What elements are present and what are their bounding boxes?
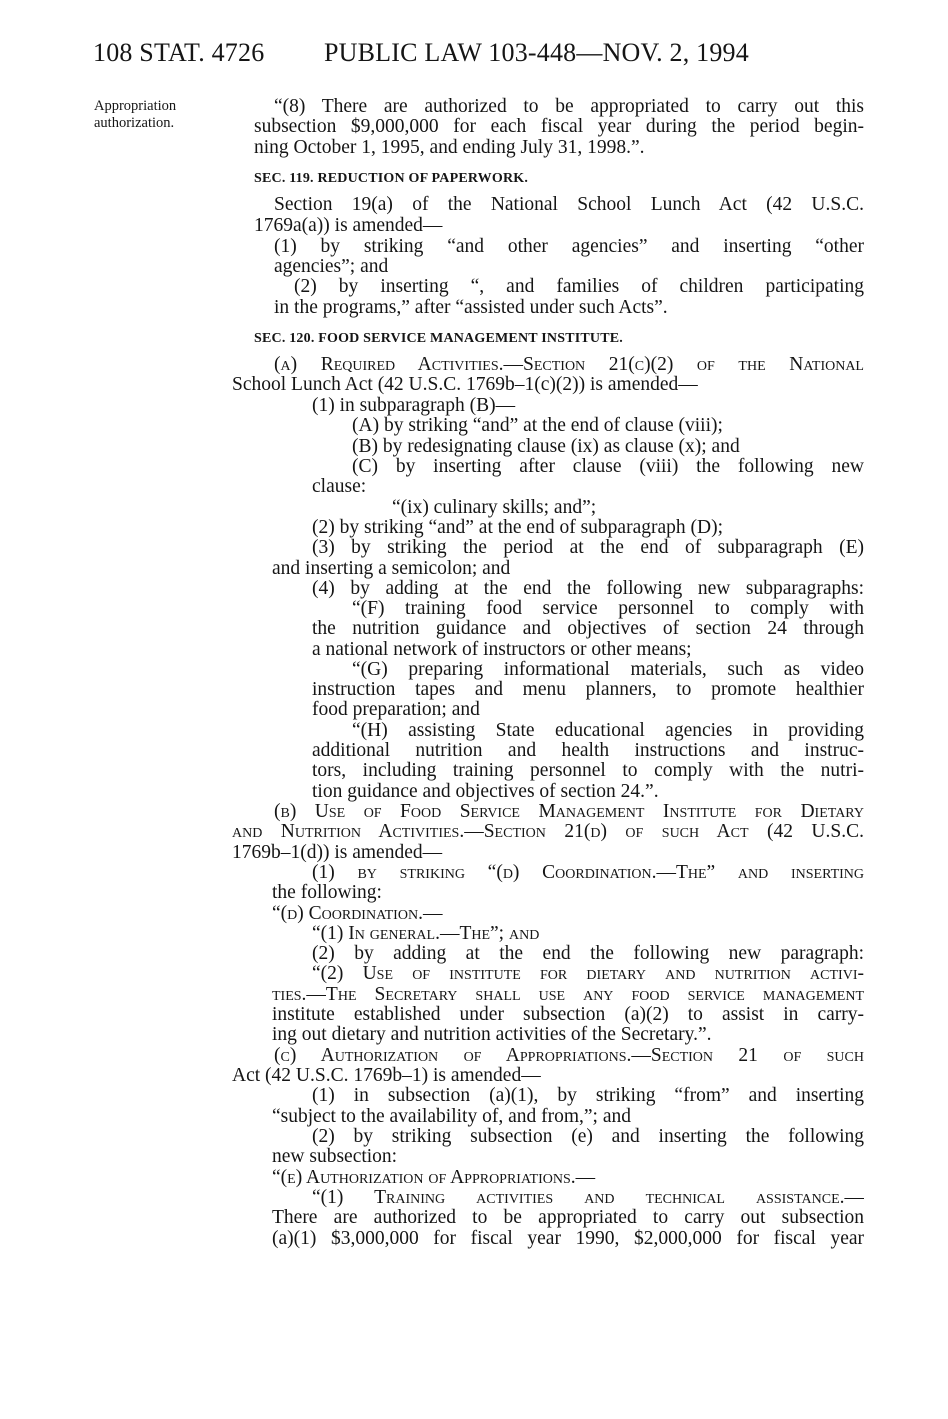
text-line: food preparation; and (312, 699, 480, 720)
text-line: (a)(1) $3,000,000 for fiscal year 1990, $2,000,000 for fiscal year (272, 1228, 864, 1249)
text-line: (3) by striking the period at the end of subparagraph (E) (312, 537, 864, 558)
text-line: (1) by striking “(d) Coordination.—The” and inserting (312, 862, 864, 883)
text-line: Act (42 U.S.C. 1769b–1) is amended— (232, 1065, 541, 1086)
text-line: “(F) training food service personnel to comply with (352, 598, 864, 619)
text-line: new subsection: (272, 1146, 398, 1167)
text-line: (1) by striking “and other agencies” and inserting “other (274, 236, 864, 257)
text-line: instruction tapes and menu planners, to promote healthier (312, 679, 864, 700)
text-line: “(ix) culinary skills; and”; (392, 497, 597, 518)
text-line: (2) by inserting “, and families of children participating (294, 276, 864, 297)
text-line: (A) by striking “and” at the end of clause (viii); (352, 415, 723, 436)
text-line: tors, including training personnel to comply with the nutri- (312, 760, 864, 781)
text-line: (2) by striking subsection (e) and inserting the following (312, 1126, 864, 1147)
text-line: “(2) Use of institute for dietary and nutrition activi- (312, 963, 864, 984)
text-line: School Lunch Act (42 U.S.C. 1769b–1(c)(2)) is amended— (232, 374, 698, 395)
text-line: clause: (312, 476, 367, 497)
text-line: 1769a(a)) is amended— (254, 215, 443, 236)
text-line: (1) in subparagraph (B)— (312, 395, 516, 416)
text-line: additional nutrition and health instructions and instruc- (312, 740, 864, 761)
margin-note-line: Appropriation (94, 98, 177, 114)
text-line: “subject to the availability of, and from,”; and (272, 1106, 632, 1127)
text-line: a national network of instructors or other means; (312, 639, 692, 660)
text-line: (1) in subsection (a)(1), by striking “from” and inserting (312, 1085, 864, 1106)
text-line: 1769b–1(d)) is amended— (232, 842, 443, 863)
text-line: ing out dietary and nutrition activities of the Secretary.”. (272, 1024, 712, 1045)
text-line: (C) by inserting after clause (viii) the following new (352, 456, 864, 477)
text-line: in the programs,” after “assisted under such Acts”. (274, 297, 668, 318)
text-line: (B) by redesignating clause (ix) as clause (x); and (352, 436, 740, 457)
text-line: institute established under subsection (a)(2) to assist in carry- (272, 1004, 864, 1025)
text-line: agencies”; and (274, 256, 389, 277)
text-line: (2) by adding at the end the following new paragraph: (312, 943, 864, 964)
text-line: (c) Authorization of Appropriations.—Section 21 of such (274, 1045, 864, 1066)
text-line: tion guidance and objectives of section 24.”. (312, 781, 659, 802)
text-line: Section 19(a) of the National School Lunch Act (42 U.S.C. (274, 194, 864, 215)
section-heading: SEC. 119. REDUCTION OF PAPERWORK. (254, 171, 529, 186)
text-line: “(1) In general.—The”; and (312, 923, 540, 944)
text-line: and Nutrition Activities.—Section 21(d) of such Act (42 U.S.C. (232, 821, 864, 842)
text-line: subsection $9,000,000 for each fiscal year during the period begin- (254, 116, 864, 137)
text-line: (2) by striking “and” at the end of subparagraph (D); (312, 517, 723, 538)
text-line: “(d) Coordination.— (272, 903, 443, 924)
margin-note-line: authorization. (94, 115, 175, 131)
page-header-left: 108 STAT. 4726 (93, 38, 265, 67)
margin-note (94, 98, 176, 132)
text-line: ties.—The Secretary shall use any food service management (272, 984, 864, 1005)
section-heading: SEC. 120. FOOD SERVICE MANAGEMENT INSTITUTE. (254, 331, 623, 346)
text-line: and inserting a semicolon; and (272, 558, 511, 579)
text-line: the nutrition guidance and objectives of section 24 through (312, 618, 864, 639)
text-line: “(H) assisting State educational agencies in providing (352, 720, 864, 741)
text-line: (4) by adding at the end the following new subparagraphs: (312, 578, 864, 599)
text-line: (a) Required Activities.—Section 21(c)(2) of the National (274, 354, 864, 375)
text-line: (b) Use of Food Service Management Institute for Dietary (274, 801, 864, 822)
text-line: There are authorized to be appropriated to carry out subsection (272, 1207, 864, 1228)
text-line: “(1) Training activities and technical assistance.— (312, 1187, 864, 1208)
page-header-title: PUBLIC LAW 103-448—NOV. 2, 1994 (324, 38, 749, 67)
text-line: the following: (272, 882, 382, 903)
text-line: “(G) preparing informational materials, such as video (352, 659, 864, 680)
text-line: “(8) There are authorized to be appropriated to carry out this (274, 96, 864, 117)
text-line: “(e) Authorization of Appropriations.— (272, 1167, 596, 1188)
text-line: ning October 1, 1995, and ending July 31, 1998.”. (254, 137, 645, 158)
